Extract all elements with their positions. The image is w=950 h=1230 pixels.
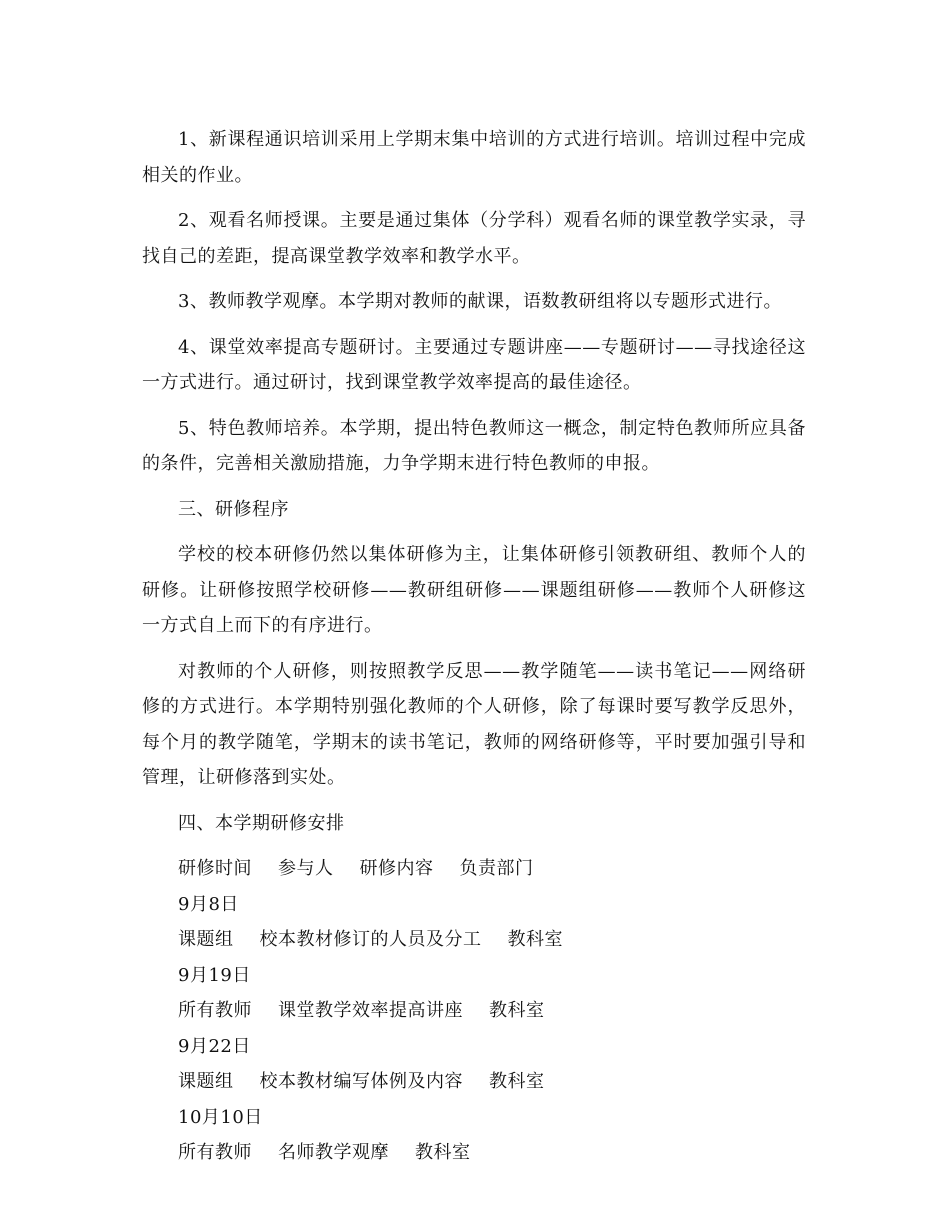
schedule-header-content: 研修内容 [359,858,434,879]
schedule-department: 教科室 [489,1000,545,1021]
schedule-date-text: 9月22日 [178,1035,251,1057]
schedule-date [142,887,806,923]
schedule-content: 校本教材修订的人员及分工 [259,929,482,950]
paragraph-procedure-individual: 对教师的个人研修，则按照教学反思——教学随笔——读书笔记——网络研修的方式进行。本学期特别强化教师的个人研修，除了每课时要写教学反思外，每个月的教学随笔，学期末的读书笔记，教师的网络研修等，平时要加强引导和管理，让研修落到实处。 [142,660,806,788]
schedule-participants: 课题组 [178,1071,234,1092]
schedule-participants: 所有教师 [178,1000,252,1021]
schedule-header-row [142,851,806,887]
paragraph-item-1: 1、新课程通识培训采用上学期末集中培训的方式进行培训。培训过程中完成相关的作业。 [142,129,806,186]
schedule-date-text: 9月19日 [178,964,251,986]
schedule-date-text: 9月8日 [178,893,239,915]
paragraph-item-2: 2、观看名师授课。主要是通过集体（分学科）观看名师的课堂教学实录，寻找自己的差距，提高课堂教学效率和教学水平。 [142,210,806,267]
schedule-date-text: 10月10日 [178,1106,263,1128]
schedule-participants: 所有教师 [178,1142,252,1163]
paragraph-procedure-collective: 学校的校本研修仍然以集体研修为主，让集体研修引领教研组、教师个人的研修。让研修按照学校研修——教研组研修——课题组研修——教师个人研修这一方式自上而下的有序进行。 [142,544,806,636]
section-heading-procedure: 三、研修程序 [178,498,289,520]
schedule-header-time: 研修时间 [178,858,252,879]
schedule-content: 校本教材编写体例及内容 [259,1071,463,1092]
schedule-row [142,922,806,958]
paragraph-item-4: 4、课堂效率提高专题研讨。主要通过专题讲座——专题研讨——寻找途径这一方式进行。通过研讨，找到课堂教学效率提高的最佳途径。 [142,336,806,393]
schedule-table [142,851,806,1171]
schedule-row [142,993,806,1029]
schedule-content: 名师教学观摩 [278,1142,389,1163]
schedule-header-department: 负责部门 [459,858,534,879]
paragraph-item-3: 3、教师教学观摩。本学期对教师的献课，语数教研组将以专题形式进行。 [178,291,782,312]
schedule-department: 教科室 [507,929,563,950]
schedule-content: 课堂教学效率提高讲座 [278,1000,463,1021]
schedule-department: 教科室 [415,1142,471,1163]
document-page [142,122,806,1171]
schedule-row [142,1135,806,1171]
schedule-header-participants: 参与人 [278,858,334,879]
schedule-date [142,958,806,994]
schedule-participants: 课题组 [178,929,234,950]
schedule-date [142,1029,806,1065]
schedule-date [142,1100,806,1136]
section-heading-schedule: 四、本学期研修安排 [178,812,345,834]
schedule-row [142,1064,806,1100]
paragraph-item-5: 5、特色教师培养。本学期，提出特色教师这一概念，制定特色教师所应具备的条件，完善相关激励措施，力争学期末进行特色教师的申报。 [142,417,806,474]
schedule-department: 教科室 [489,1071,545,1092]
